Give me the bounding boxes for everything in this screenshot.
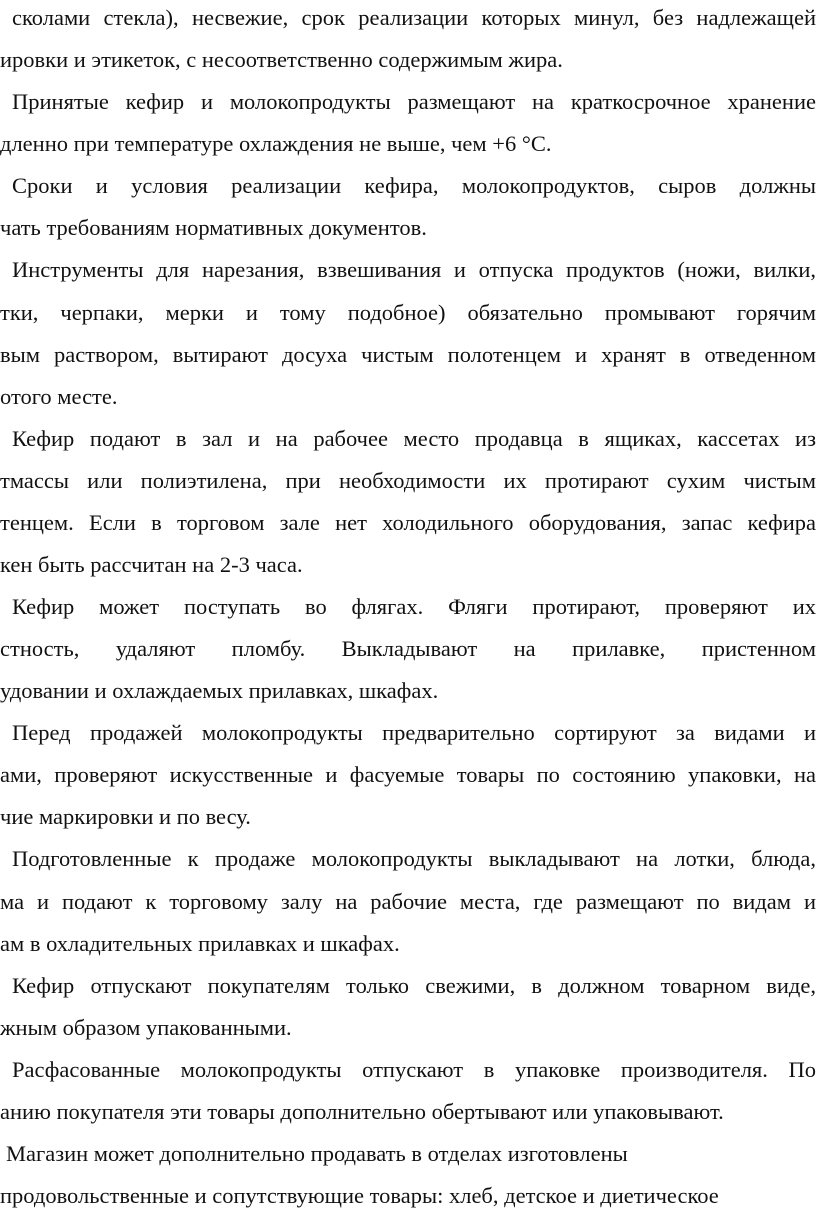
text-line: ами, проверяют искусственные и фасуемые товары по состоянию упаковки, на — [0, 762, 816, 787]
text-line: Принятые кефир и молокопродукты размещают на краткосрочное хранение — [12, 89, 816, 114]
text-line: анию покупателя эти товары дополнительно обертывают или упаковывают. — [0, 1099, 724, 1124]
text-line: Сроки и условия реализации кефира, молокопродуктов, сыров должны — [12, 173, 816, 198]
text-line: Магазин может дополнительно продавать в отделах изготовлены — [6, 1141, 628, 1166]
text-line: чать требованиям нормативных документов. — [0, 215, 427, 240]
text-line: Кефир отпускают покупателям только свежими, в должном товарном виде, — [12, 973, 816, 998]
text-line: тенцем. Если в торговом зале нет холодильного оборудования, запас кефира — [0, 510, 816, 535]
text-line: ам в охладительных прилавках и шкафах. — [0, 931, 400, 956]
text-line: жным образом упакованными. — [0, 1015, 292, 1040]
text-line: Расфасованные молокопродукты отпускают в упаковке производителя. По — [12, 1057, 816, 1082]
text-line: отого месте. — [0, 384, 118, 409]
text-line: удовании и охлаждаемых прилавках, шкафах. — [0, 678, 439, 703]
text-line: ировки и этикеток, с несоответственно содержимым жира. — [0, 47, 563, 72]
text-line: вым раствором, вытирают досуха чистым полотенцем и хранят в отведенном — [0, 342, 816, 367]
text-line: Перед продажей молокопродукты предварительно сортируют за видами и — [12, 720, 816, 745]
text-line: дленно при температуре охлаждения не выше, чем +6 °С. — [0, 131, 552, 156]
text-line: чие маркировки и по весу. — [0, 804, 251, 829]
text-line: стность, удаляют пломбу. Выкладывают на прилавке, пристенном — [0, 636, 816, 661]
text-line: тмассы или полиэтилена, при необходимости их протирают сухим чистым — [0, 468, 816, 493]
text-line: ма и подают к торговому залу на рабочие места, где размещают по видам и — [0, 889, 816, 914]
text-line: Кефир может поступать во флягах. Фляги протирают, проверяют их — [12, 594, 816, 619]
text-line: кен быть рассчитан на 2-3 часа. — [0, 552, 303, 577]
text-line: Подготовленные к продаже молокопродукты выкладывают на лотки, блюда, — [12, 846, 816, 871]
text-line: Инструменты для нарезания, взвешивания и отпуска продуктов (ножи, вилки, — [12, 257, 816, 282]
text-line: тки, черпаки, мерки и тому подобное) обязательно промывают горячим — [0, 300, 816, 325]
text-line: сколами стекла), несвежие, срок реализации которых минул, без надлежащей — [12, 5, 816, 30]
text-line: продовольственные и сопутствующие товары: хлеб, детское и диетическое — [0, 1183, 719, 1208]
text-line: Кефир подают в зал и на рабочее место продавца в ящиках, кассетах из — [12, 426, 816, 451]
